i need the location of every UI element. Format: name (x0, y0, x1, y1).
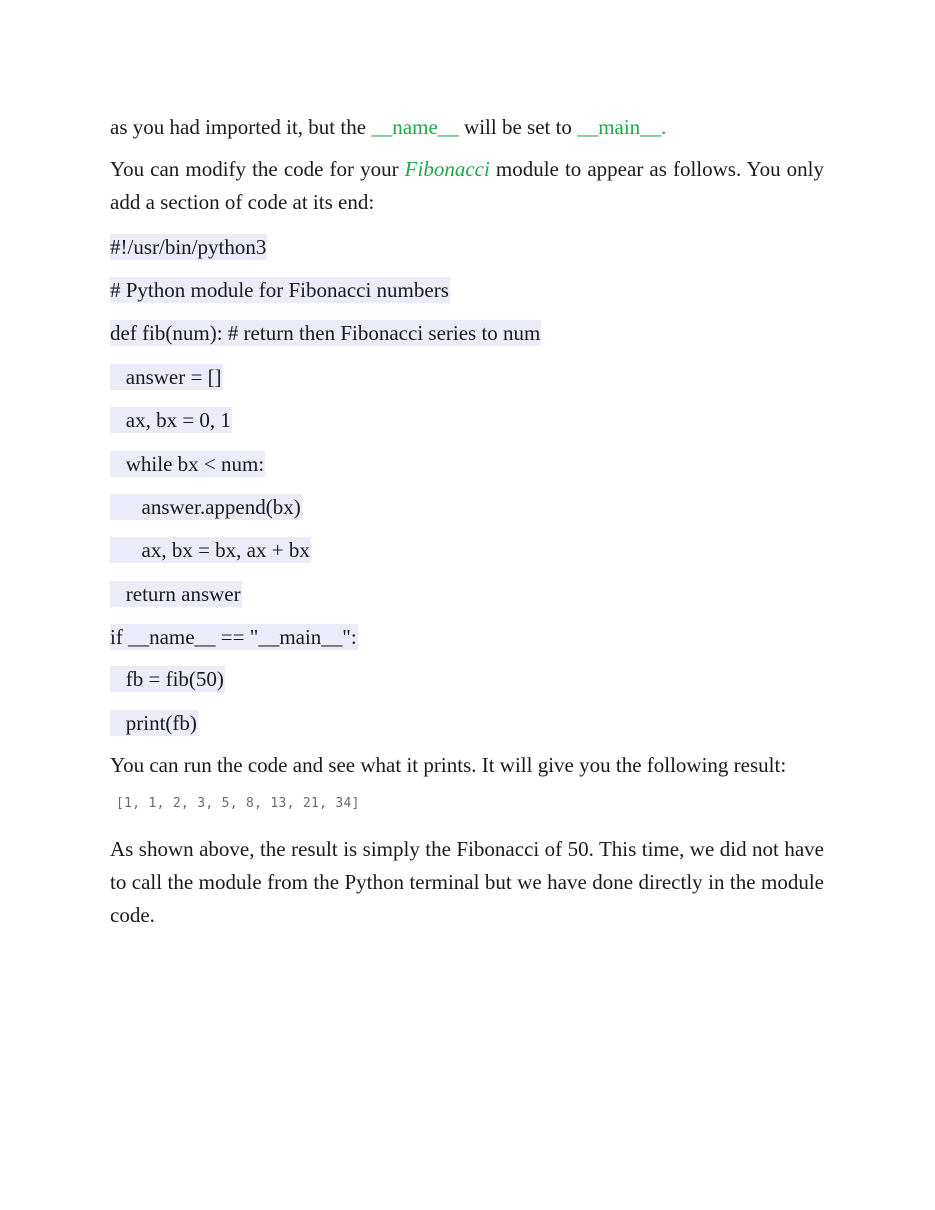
modify-text: You can modify the code for your (110, 157, 405, 181)
code-line: def fib(num): # return then Fibonacci series to num (110, 321, 541, 345)
shown-paragraph: As shown above, the result is simply the Fibonacci of 50. This time, we did not have to call the module from the Python terminal but we have done directly in the module code. (110, 837, 824, 927)
name-token: __name__ (371, 115, 459, 139)
code-line: while bx < num: (110, 452, 265, 476)
code-line: print(fb) (110, 711, 197, 735)
code-line: answer.append(bx) (110, 495, 301, 519)
intro-text-continued: will be set to (458, 115, 578, 139)
code-line: answer = [] (110, 365, 222, 389)
intro-text: as you had imported it, but the (110, 115, 372, 139)
intro-paragraph (110, 111, 824, 144)
fibonacci-emphasis: Fibonacci (404, 157, 490, 181)
code-line: if __name__ == "__main__": (110, 625, 357, 649)
code-line: ax, bx = 0, 1 (110, 408, 231, 432)
main-token: __main__. (577, 115, 667, 139)
modify-paragraph (110, 153, 824, 219)
code-line: ax, bx = bx, ax + bx (110, 538, 310, 562)
code-line: fb = fib(50) (110, 667, 224, 691)
run-paragraph: You can run the code and see what it prints. It will give you the following result: (110, 753, 787, 777)
code-line: return answer (110, 582, 241, 606)
code-line: #!/usr/bin/python3 (110, 235, 267, 259)
modify-text-continued: module to appear as follows. You only add a section of code at its end: (110, 157, 824, 214)
code-line: # Python module for Fibonacci numbers (110, 278, 449, 302)
result-output: [1, 1, 2, 3, 5, 8, 13, 21, 34] (116, 796, 360, 811)
